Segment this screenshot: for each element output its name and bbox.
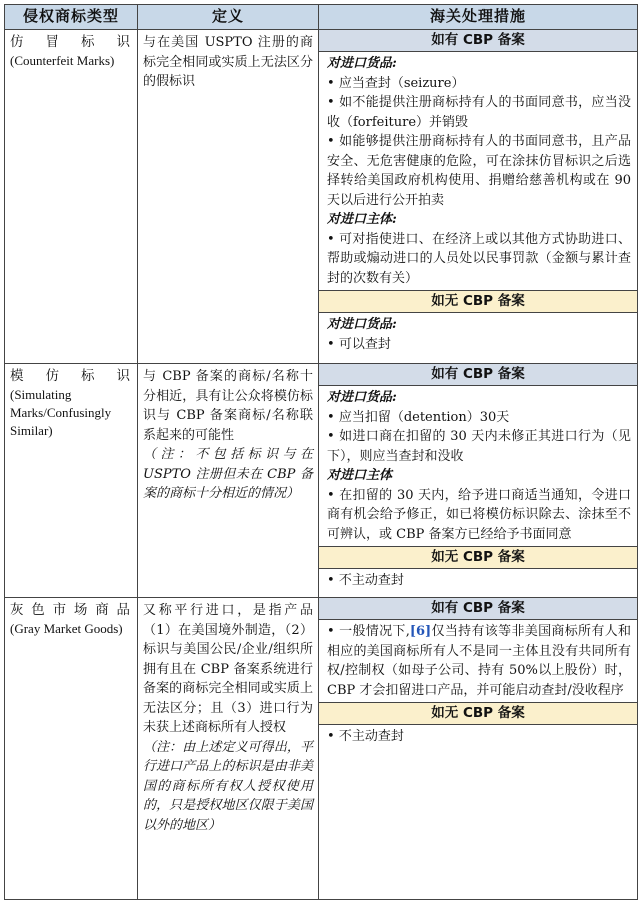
table-row bbox=[5, 364, 638, 598]
measures-cell bbox=[319, 364, 638, 598]
bullet-item: • 如能够提供注册商标持有人的书面同意书，且产品安全、无危害健康的危险，可在涂抹仿冒标识之后选择转给美国政府机构使用、捐赠给慈善机构或在 90 天以后进行公开拍卖 bbox=[327, 132, 631, 210]
bullet-item: • 不主动查封 bbox=[327, 727, 631, 747]
table-row bbox=[5, 598, 638, 900]
without-cbp-body bbox=[319, 725, 637, 749]
type-name-zh: 灰色市场商品 bbox=[10, 602, 132, 618]
type-name-en: (Simulating Marks/Confusingly Similar) bbox=[10, 387, 112, 438]
with-cbp-body bbox=[319, 620, 637, 702]
without-cbp-band: 如无 CBP 备案 bbox=[319, 547, 637, 569]
definition-note: （注：不包括标识与在 USPTO 注册但未在 CBP 备案的商标十分相近的情况） bbox=[143, 447, 313, 501]
with-cbp-body bbox=[319, 386, 637, 546]
measures-cell bbox=[319, 30, 638, 364]
type-cell bbox=[5, 598, 138, 900]
definition-text: 又称平行进口，是指产品（1）在美国境外制造，（2）标识与美国公民/企业/组织所拥有且在 CBP 备案系统进行备案的商标完全相同或实质上无法区分；且（3）进口行为未获上述商标所有人授权 bbox=[143, 603, 313, 735]
type-name-zh: 模仿标识 bbox=[10, 368, 132, 384]
without-cbp-band: 如无 CBP 备案 bbox=[319, 703, 637, 725]
definition-text: 与 CBP 备案的商标/名称十分相近，具有让公众将模仿标识与 CBP 备案商标/名称联系起来的可能性 bbox=[143, 369, 313, 443]
without-cbp-block bbox=[319, 291, 637, 356]
type-name-zh: 仿冒标识 bbox=[10, 34, 132, 50]
section-label: 对进口主体 bbox=[327, 468, 393, 483]
header-definition: 定义 bbox=[138, 5, 319, 30]
with-cbp-block bbox=[319, 364, 637, 547]
reference-link[interactable]: [6] bbox=[409, 624, 432, 639]
section-label: 对进口货品: bbox=[327, 56, 397, 71]
bullet-item: • 如进口商在扣留的 30 天内未修正其进口行为（见下），则应当查封和没收 bbox=[327, 427, 631, 466]
without-cbp-block bbox=[319, 703, 637, 749]
section-label: 对进口货品: bbox=[327, 317, 397, 332]
type-cell bbox=[5, 30, 138, 364]
definition-cell bbox=[138, 30, 319, 364]
bullet-item: • 一般情况下,[6]仅当持有该等非美国商标所有人和相应的美国商标所有人不是同一主体且没有共同所有权/控制权（如母子公司、持有 50%以上股份）时，CBP 才会扣留进口产品，并可能启动查封/没收程序 bbox=[327, 622, 631, 700]
section-label: 对进口主体: bbox=[327, 212, 397, 227]
type-cell bbox=[5, 364, 138, 598]
bullet-item: • 应当查封（seizure） bbox=[327, 74, 631, 94]
bullet-item: • 在扣留的 30 天内，给予进口商适当通知，令进口商有机会给予修正，如已将模仿标识除去、涂抹至不可辨认，或 CBP 备案方已经给予书面同意 bbox=[327, 486, 631, 545]
definition-cell bbox=[138, 598, 319, 900]
header-measures: 海关处理措施 bbox=[319, 5, 638, 30]
header-type: 侵权商标类型 bbox=[5, 5, 138, 30]
bullet-item: • 可以查封 bbox=[327, 335, 631, 355]
definition-cell bbox=[138, 364, 319, 598]
with-cbp-band: 如有 CBP 备案 bbox=[319, 30, 637, 52]
without-cbp-body bbox=[319, 313, 637, 356]
with-cbp-block bbox=[319, 598, 637, 703]
table-row bbox=[5, 30, 638, 364]
definition-text: 与在美国 USPTO 注册的商标完全相同或实质上无法区分的假标识 bbox=[143, 35, 313, 89]
without-cbp-body bbox=[319, 569, 637, 593]
bullet-item: • 可对指使进口、在经济上或以其他方式协助进口、帮助或煽动进口的人员处以民事罚款（金额与累计查封的次数有关） bbox=[327, 230, 631, 289]
type-name-en: (Gray Market Goods) bbox=[10, 621, 123, 636]
with-cbp-band: 如有 CBP 备案 bbox=[319, 364, 637, 386]
bullet-item: • 应当扣留（detention）30天 bbox=[327, 408, 631, 428]
bullet-item: • 不主动查封 bbox=[327, 571, 631, 591]
section-label: 对进口货品: bbox=[327, 390, 397, 405]
measures-cell bbox=[319, 598, 638, 900]
with-cbp-body bbox=[319, 52, 637, 290]
trademark-table bbox=[4, 4, 638, 900]
table-header-row bbox=[5, 5, 638, 30]
bullet-item: • 如不能提供注册商标持有人的书面同意书，应当没收（forfeiture）并销毁 bbox=[327, 93, 631, 132]
type-name-en: (Counterfeit Marks) bbox=[10, 53, 115, 68]
definition-note: （注：由上述定义可得出，平行进口产品上的标识是由非美国的商标所有权人授权使用的，只是授权地区仅限于美国以外的地区） bbox=[143, 739, 313, 833]
without-cbp-band: 如无 CBP 备案 bbox=[319, 291, 637, 313]
without-cbp-block bbox=[319, 547, 637, 593]
with-cbp-band: 如有 CBP 备案 bbox=[319, 598, 637, 620]
with-cbp-block bbox=[319, 30, 637, 291]
